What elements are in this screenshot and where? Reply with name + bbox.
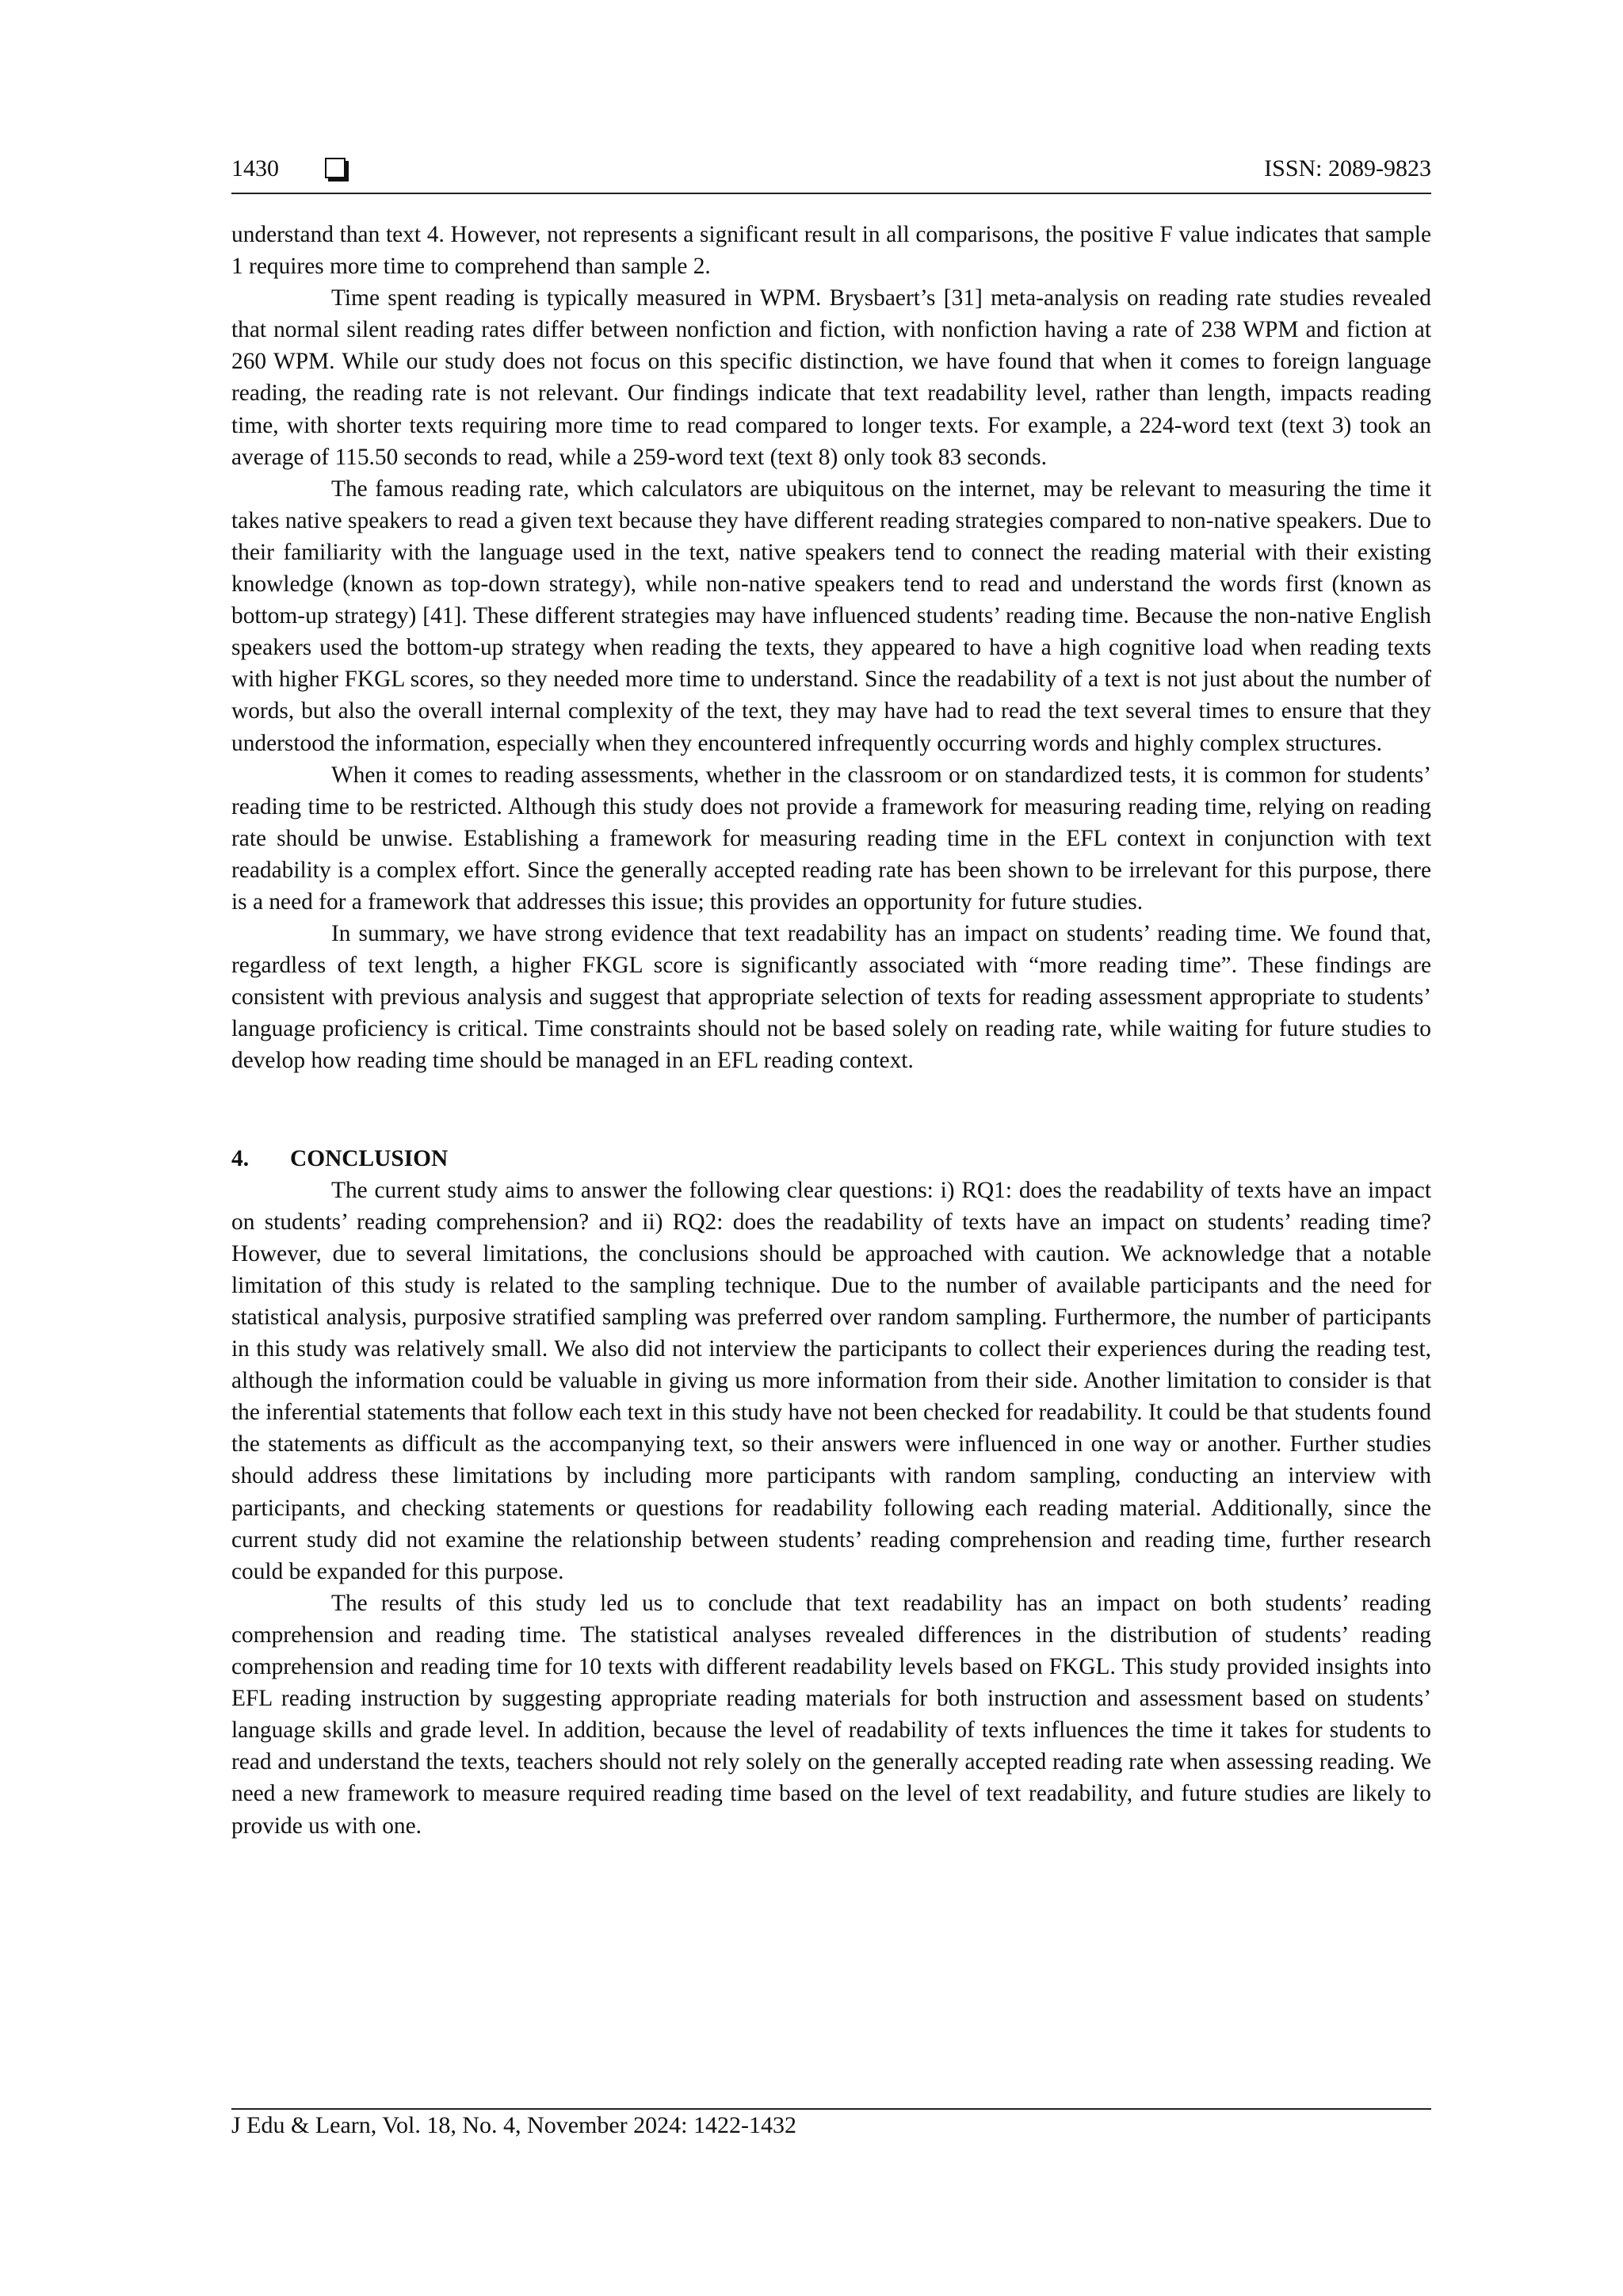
page-number: 1430 bbox=[231, 155, 279, 181]
paragraph: The results of this study led us to conclude that text readability has an impact on both students’ reading comprehension and reading time. The statistical analyses revealed differences in the distribution of students’ reading comprehension and reading time for 10 texts with different readability levels based on FKGL. This study provided insights into EFL reading instruction by suggesting appropriate reading materials for both instruction and assessment based on students’ language skills and grade level. In addition, because the level of readability of texts influences the time it takes for students to read and understand the texts, teachers should not rely solely on the generally accepted reading rate when assessing reading. We need a new framework to measure required reading time based on the level of text readability, and future studies are likely to provide us with one. bbox=[231, 1590, 1431, 1839]
article-body bbox=[231, 219, 1431, 1842]
section-number: 4. bbox=[231, 1145, 250, 1171]
paragraph: In summary, we have strong evidence that text readability has an impact on students’ reading time. We found that, regardless of text length, a higher FKGL score is significantly associated with “more reading time”. These findings are consistent with previous analysis and suggest that appropriate selection of texts for reading assessment appropriate to students’ language proficiency is critical. Time constraints should not be based solely on reading rate, while waiting for future studies to develop how reading time should be managed in an EFL reading context. bbox=[231, 921, 1431, 1074]
section-heading bbox=[231, 1143, 1431, 1175]
paragraph: When it comes to reading assessments, whether in the classroom or on standardized tests, it is common for students’ reading time to be restricted. Although this study does not provide a framework for measuring reading time, relying on reading rate should be unwise. Establishing a framework for measuring reading time in the EFL context in conjunction with text readability is a complex effort. Since the generally accepted reading rate has been shown to be irrelevant for this purpose, there is a need for a framework that addresses this issue; this provides an opportunity for future studies. bbox=[231, 762, 1431, 915]
issn-label: ISSN: 2089-9823 bbox=[1264, 155, 1431, 181]
journal-citation: J Edu & Learn, Vol. 18, No. 4, November 2024: 1422-1432 bbox=[231, 2112, 796, 2138]
paragraph: The current study aims to answer the following clear questions: i) RQ1: does the readability of texts have an impact on students’ reading comprehension? and ii) RQ2: does the readability of texts have an impact on students’ reading time? However, due to several limitations, the conclusions should be approached with caution. We acknowledge that a notable limitation of this study is related to the sampling technique. Due to the number of available participants and the need for statistical analysis, purposive stratified sampling was preferred over random sampling. Furthermore, the number of participants in this study was relatively small. We also did not interview the participants to collect their experiences during the reading test, although the information could be valuable in giving us more information from their side. Another limitation to consider is that the inferential statements that follow each text in this study have not been checked for readability. It could be that students found the statements as difficult as the accompanying text, so their answers were influenced in one way or another. Further studies should address these limitations by including more participants with random sampling, conducting an interview with participants, and checking statements or questions for readability following each reading material. Additionally, since the current study did not examine the relationship between students’ reading comprehension and reading time, further research could be expanded for this purpose. bbox=[231, 1177, 1431, 1584]
paragraph: Time spent reading is typically measured in WPM. Brysbaert’s [31] meta-analysis on reading rate studies revealed that normal silent reading rates differ between nonfiction and fiction, with nonfiction having a rate of 238 WPM and fiction at 260 WPM. While our study does not focus on this specific distinction, we have found that when it comes to foreign language reading, the reading rate is not relevant. Our findings indicate that text readability level, rather than length, impacts reading time, with shorter texts requiring more time to read compared to longer texts. For example, a 224-word text (text 3) took an average of 115.50 seconds to read, while a 259-word text (text 8) only took 83 seconds. bbox=[231, 285, 1431, 470]
paragraph: The famous reading rate, which calculators are ubiquitous on the internet, may be relevant to measuring the time it takes native speakers to read a given text because they have different reading strategies compared to non-native speakers. Due to their familiarity with the language used in the text, native speakers tend to connect the reading material with their existing knowledge (known as top-down strategy), while non-native speakers tend to read and understand the words first (known as bottom-up strategy) [41]. These different strategies may have influenced students’ reading time. Because the non-native English speakers used the bottom-up strategy when reading the texts, they appeared to have a high cognitive load when reading texts with higher FKGL scores, so they needed more time to understand. Since the readability of a text is not just about the number of words, but also the overall internal complexity of the text, they may have had to read the text several times to ensure that they understood the information, especially when they encountered infrequently occurring words and highly complex structures. bbox=[231, 476, 1431, 756]
header-rule bbox=[231, 193, 1431, 194]
footer-rule bbox=[231, 2108, 1431, 2110]
square-bullet-icon bbox=[325, 158, 346, 178]
page-header bbox=[231, 155, 1431, 195]
page-footer bbox=[231, 2112, 796, 2139]
paragraph-continued: understand than text 4. However, not represents a significant result in all comparisons, the positive F value indicates that sample 1 requires more time to comprehend than sample 2. bbox=[231, 222, 1431, 280]
section-title: CONCLUSION bbox=[290, 1145, 449, 1171]
